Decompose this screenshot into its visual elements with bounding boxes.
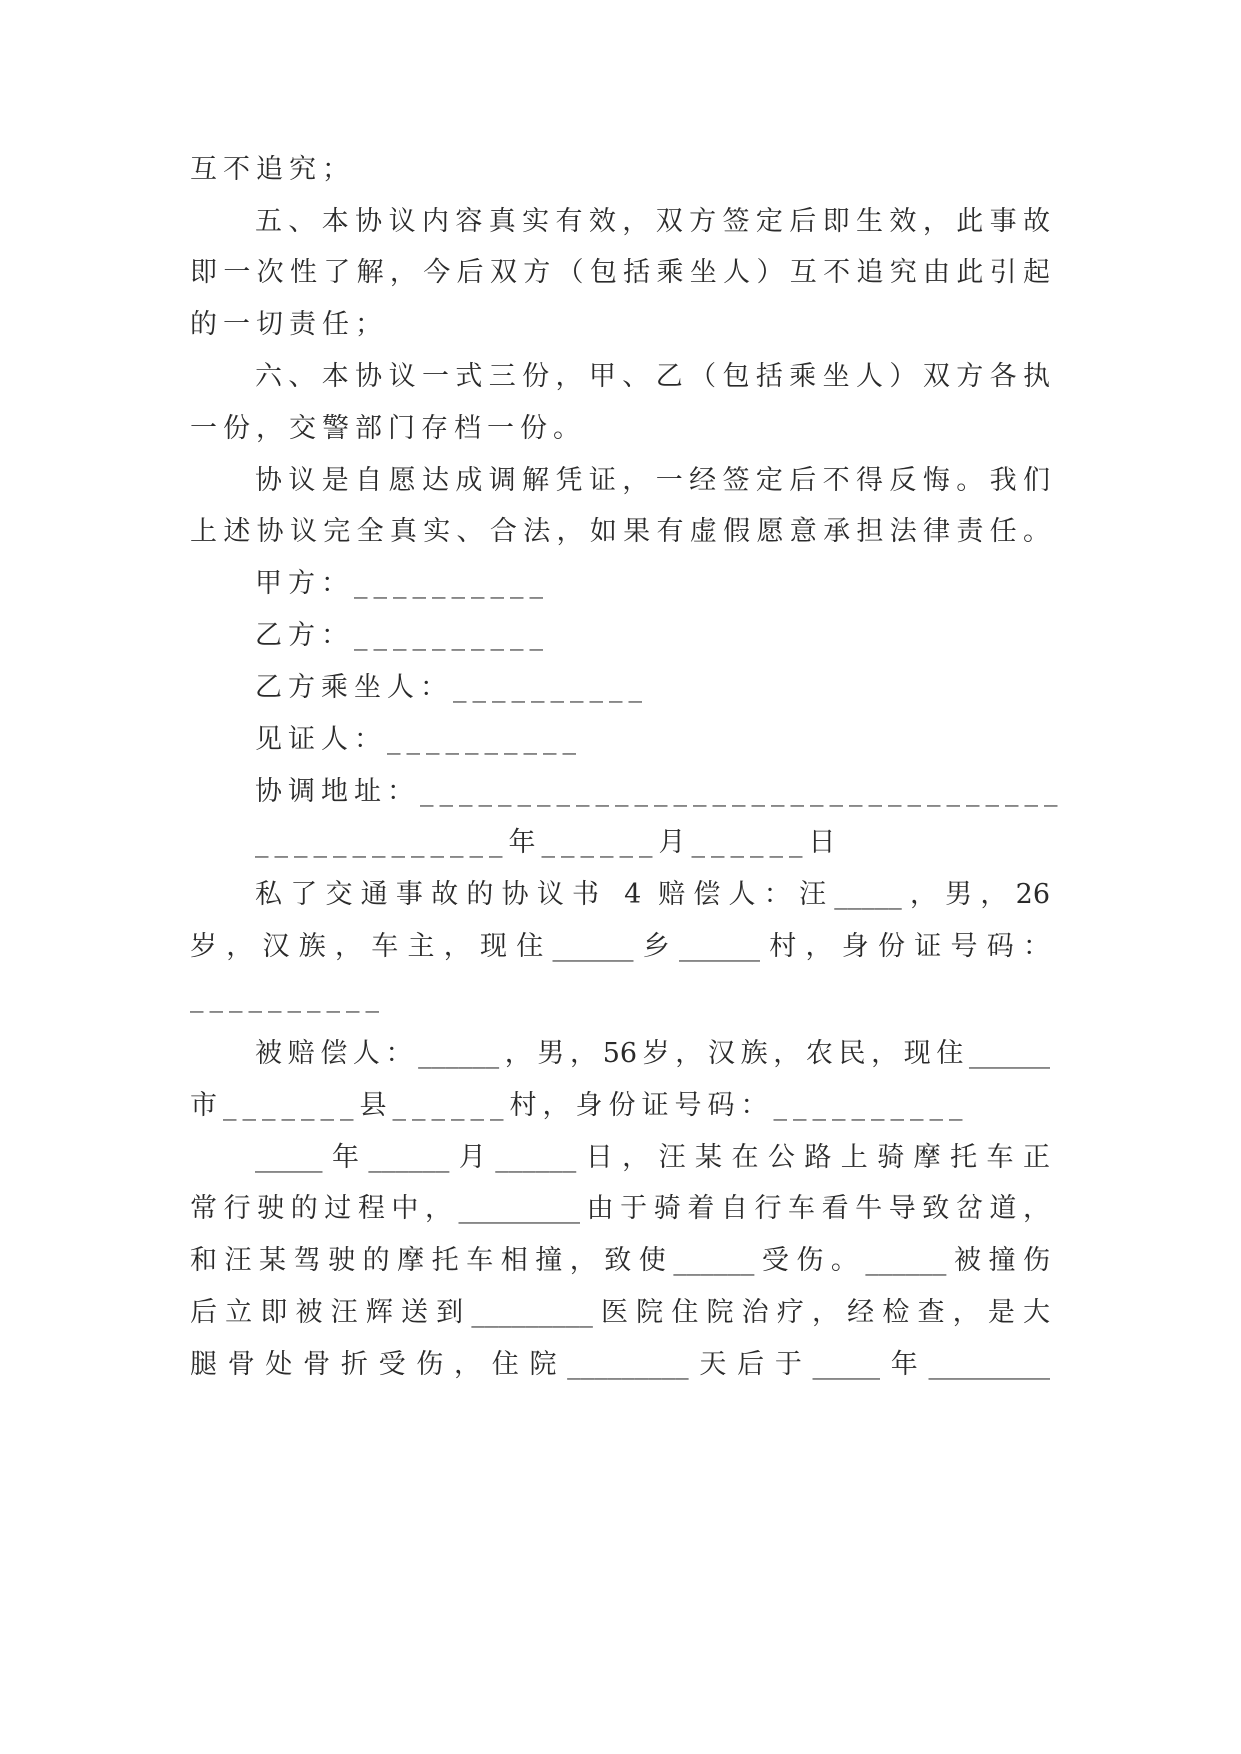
text-line: 后立即被汪辉送到_________医院住院治疗，经检查，是大 xyxy=(190,1297,1050,1328)
text-line: 的一切责任； xyxy=(190,309,388,340)
text-line: 协议是自愿达成调解凭证，一经签定后不得反悔。我们 xyxy=(255,465,1050,496)
text-line: 市_______县______村，身份证号码：__________ xyxy=(190,1090,969,1121)
section-heading-line: 私了交通事故的协议书 4 赔偿人：汪_____，男，26 xyxy=(255,879,1050,910)
text-line: 和汪某驾驶的摩托车相撞，致使______受伤。______被撞伤 xyxy=(190,1245,1050,1276)
text-line: 五、本协议内容真实有效，双方签定后即生效，此事故 xyxy=(255,206,1050,237)
text-line: 六、本协议一式三份，甲、乙（包括乘坐人）双方各执 xyxy=(255,361,1050,392)
text-line: 上述协议完全真实、合法，如果有虚假愿意承担法律责任。 xyxy=(190,516,1050,547)
text-line: 即一次性了解，今后双方（包括乘坐人）互不追究由此引起 xyxy=(190,257,1050,288)
text-line: 岁，汉族，车主，现住______乡______村，身份证号码： xyxy=(190,931,1050,962)
mediation-address: 协调地址：_________________________________ xyxy=(255,776,1064,807)
text-line: 被赔偿人：______，男，56岁，汉族，农民，现住______ xyxy=(255,1038,1050,1069)
text-line: 互不追究； xyxy=(190,154,355,185)
signature-witness: 见证人：__________ xyxy=(255,724,582,755)
text-line: 腿骨处骨折受伤，住院_________天后于_____年_________ xyxy=(190,1349,1050,1380)
text-line: 一份，交警部门存档一份。 xyxy=(190,413,586,444)
signature-party-b: 乙方：__________ xyxy=(255,620,549,651)
date-line: _____________年______月______日 xyxy=(255,827,842,858)
id-number-blank: __________ xyxy=(190,982,385,1013)
text-line: _____年______月______日，汪某在公路上骑摩托车正 xyxy=(255,1142,1050,1173)
signature-passenger: 乙方乘坐人：__________ xyxy=(255,672,648,703)
signature-party-a: 甲方：__________ xyxy=(255,568,549,599)
text-line: 常行驶的过程中，_________由于骑着自行车看牛导致岔道， xyxy=(190,1193,1050,1224)
